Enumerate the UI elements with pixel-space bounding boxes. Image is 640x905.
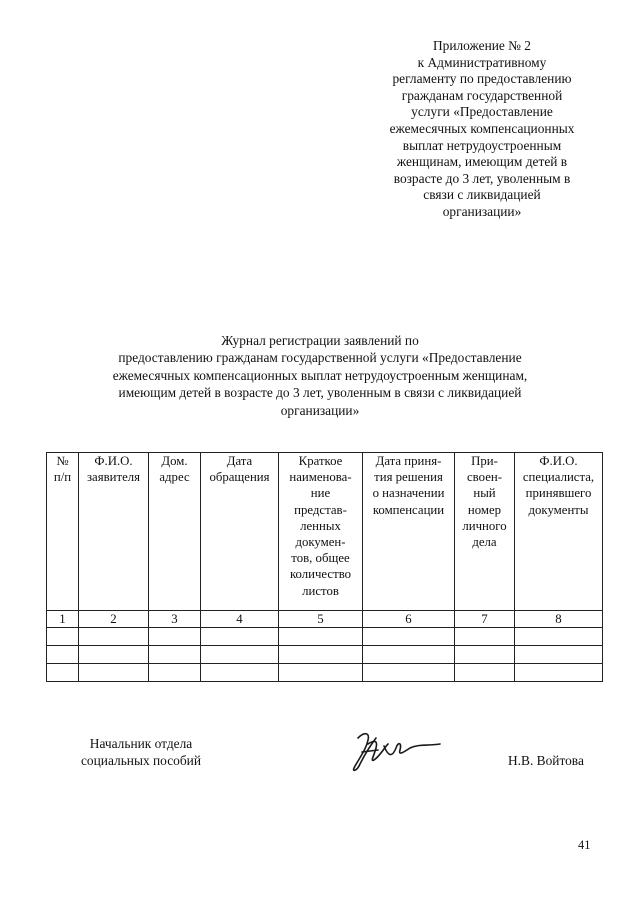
table-cell <box>79 646 149 664</box>
column-number-row <box>47 611 603 628</box>
table-cell <box>515 628 603 646</box>
column-header-line: наименова- <box>289 470 352 485</box>
journal-title-line: ежемесячных компенсационных выплат нетрудоустроенным женщинам, <box>112 367 528 383</box>
table-cell <box>515 646 603 664</box>
table-cell <box>149 664 201 682</box>
table-cell <box>455 646 515 664</box>
column-header-line: ный <box>473 486 496 501</box>
table-cell <box>149 628 201 646</box>
table-cell <box>47 628 79 646</box>
signer-position-line: Начальник отдела <box>89 736 193 751</box>
column-header-line: Дата приня- <box>375 454 442 468</box>
appendix-line: услуги «Предоставление <box>411 104 553 120</box>
column-header-line: Дом. <box>161 454 188 468</box>
column-header-line: № <box>56 454 69 468</box>
appendix-header <box>366 38 598 221</box>
table-row <box>47 628 603 646</box>
table-header-row <box>47 453 603 611</box>
table-cell <box>455 628 515 646</box>
column-header-line: обращения <box>209 470 270 485</box>
column-header-line: докумен- <box>295 535 346 550</box>
column-header-line: о назначении <box>372 486 445 501</box>
journal-title-line: организации» <box>280 402 360 418</box>
column-header <box>47 453 79 611</box>
appendix-line: женщинам, имеющим детей в <box>396 154 568 170</box>
table-cell <box>279 628 363 646</box>
table-cell <box>363 664 455 682</box>
column-number-cell: 8 <box>515 611 603 628</box>
table-cell <box>201 664 279 682</box>
registration-table <box>46 452 603 682</box>
column-header-line: тов, общее <box>291 551 350 566</box>
column-header-line: компенсации <box>372 502 445 517</box>
column-header <box>515 453 603 611</box>
handwritten-signature <box>348 726 444 779</box>
appendix-line: связи с ликвидацией <box>423 187 541 203</box>
column-number-cell: 1 <box>47 611 79 628</box>
table-cell <box>363 646 455 664</box>
table-cell <box>149 646 201 664</box>
column-header <box>201 453 279 611</box>
column-header-line: личного <box>462 518 507 533</box>
column-header-line: Ф.И.О. <box>539 454 578 468</box>
column-number-cell: 2 <box>79 611 149 628</box>
signer-position <box>62 736 220 770</box>
column-header-line: дела <box>472 535 497 550</box>
column-header-line: ние <box>310 486 331 501</box>
column-header-line: листов <box>302 583 339 598</box>
column-header-line: адрес <box>159 470 190 485</box>
column-number-cell: 5 <box>279 611 363 628</box>
table-row <box>47 664 603 682</box>
column-header <box>79 453 149 611</box>
appendix-line: к Административному <box>417 54 547 70</box>
table-cell <box>47 664 79 682</box>
column-header <box>279 453 363 611</box>
column-header-line: Ф.И.О. <box>94 454 133 468</box>
column-header-line: При- <box>471 454 498 468</box>
column-header-line: Дата <box>226 454 253 468</box>
column-number-cell: 6 <box>363 611 455 628</box>
column-header <box>363 453 455 611</box>
column-header-line: документы <box>528 502 589 517</box>
column-header-line: Краткое <box>298 454 343 468</box>
column-number-cell: 4 <box>201 611 279 628</box>
table-row <box>47 646 603 664</box>
appendix-line: ежемесячных компенсационных <box>389 120 575 136</box>
table-cell <box>201 628 279 646</box>
table-cell <box>455 664 515 682</box>
signer-position-line: социальных пособий <box>80 752 201 768</box>
table-cell <box>47 646 79 664</box>
column-header <box>149 453 201 611</box>
table-cell <box>279 646 363 664</box>
column-header-line: своен- <box>467 470 502 485</box>
journal-title-line: имеющим детей в возрасте до 3 лет, уволенным в связи с ликвидацией <box>118 385 522 401</box>
journal-title-line: предоставлению гражданам государственной услуги «Предоставление <box>118 350 522 366</box>
column-header-line: ленных <box>300 518 341 533</box>
column-header <box>455 453 515 611</box>
column-number-cell: 3 <box>149 611 201 628</box>
appendix-line: гражданам государственной <box>401 87 563 103</box>
journal-title-line: Журнал регистрации заявлений по <box>221 333 419 348</box>
appendix-line: выплат нетрудоустроенным <box>402 137 562 153</box>
journal-title <box>40 332 600 419</box>
table-cell <box>79 628 149 646</box>
column-header-line: п/п <box>53 470 72 485</box>
signer-name: Н.В. Войтова <box>508 753 584 768</box>
table-cell <box>79 664 149 682</box>
column-header-line: тия решения <box>374 470 443 485</box>
appendix-line: возрасте до 3 лет, уволенным в <box>393 170 571 186</box>
table-cell <box>279 664 363 682</box>
table-cell <box>515 664 603 682</box>
page-number: 41 <box>578 838 591 852</box>
appendix-line: регламенту по предоставлению <box>392 71 572 87</box>
column-header-line: заявителя <box>86 470 141 485</box>
column-number-cell: 7 <box>455 611 515 628</box>
table-cell <box>363 628 455 646</box>
appendix-line: Приложение № 2 <box>432 38 532 53</box>
appendix-line: организации» <box>442 203 522 219</box>
column-header-line: специалиста, <box>522 470 595 485</box>
column-header-line: принявшего <box>525 486 592 501</box>
column-header-line: количество <box>289 567 352 582</box>
table-cell <box>201 646 279 664</box>
column-header-line: номер <box>467 502 502 517</box>
column-header-line: представ- <box>294 502 347 517</box>
